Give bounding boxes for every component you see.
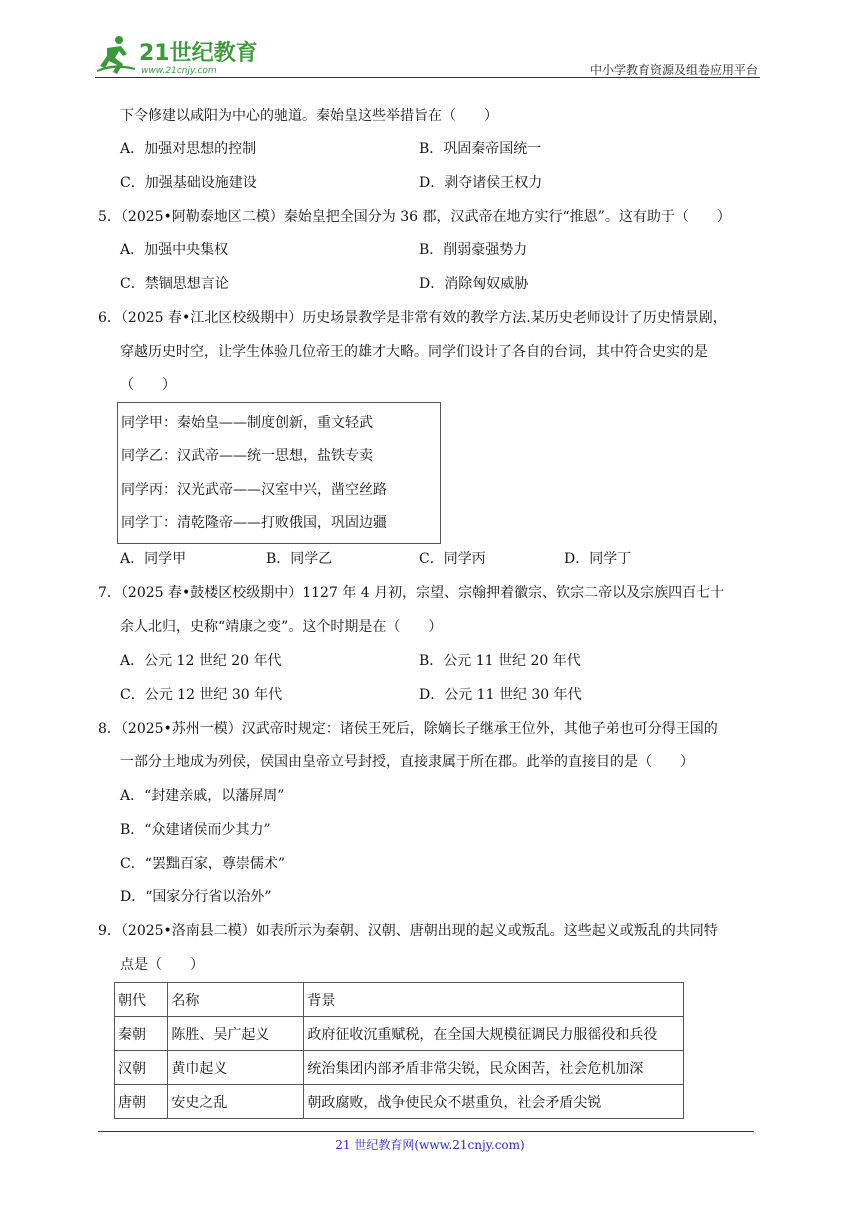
table-header-cell: 朝代 bbox=[115, 983, 168, 1017]
table-cell: 黄巾起义 bbox=[168, 1051, 304, 1085]
dialogue-line: 同学丁：清乾隆帝——打败俄国，巩固边疆 bbox=[121, 515, 387, 531]
option-d: D．剥夺诸侯王权力 bbox=[419, 175, 543, 191]
site-logo bbox=[95, 34, 260, 78]
footer-link[interactable]: 21 世纪教育网(www.21cnjy.com) bbox=[335, 1138, 525, 1152]
q7-option-c: C．公元 12 世纪 30 年代 bbox=[120, 687, 283, 703]
table-header-row bbox=[115, 983, 684, 1017]
q6-dialogue-box bbox=[117, 402, 441, 544]
table-cell: 安史之乱 bbox=[168, 1085, 304, 1119]
table-cell: 朝政腐败，战争使民众不堪重负，社会矛盾尖锐 bbox=[304, 1085, 684, 1119]
question-6-stem-line1: 6．（2025 春•江北区校级期中）历史场景教学是非常有效的教学方法.某历史老师设计了历史情景剧， bbox=[98, 310, 727, 326]
question-5-stem: 5．（2025•阿勒泰地区二模）秦始皇把全国分为 36 郡，汉武帝在地方实行“推恩”。这有助于（ ） bbox=[98, 209, 731, 225]
table-header-cell: 名称 bbox=[168, 983, 304, 1017]
question-9-stem-line1: 9．（2025•洛南县二模）如表所示为秦朝、汉朝、唐朝出现的起义或叛乱。这些起义或叛乱的共同特 bbox=[98, 923, 718, 939]
option-a: A．加强对思想的控制 bbox=[120, 141, 257, 157]
option-b: B．巩固秦帝国统一 bbox=[419, 141, 542, 157]
q7-option-b: B．公元 11 世纪 20 年代 bbox=[419, 653, 581, 669]
q8-option-a: A．“封建亲戚，以藩屏周” bbox=[120, 788, 285, 804]
page-header bbox=[95, 34, 760, 78]
q8-option-c: C．“罢黜百家，尊崇儒术” bbox=[120, 856, 286, 872]
dialogue-line: 同学乙：汉武帝——统一思想，盐铁专卖 bbox=[121, 448, 373, 464]
question-6-stem-line3: （ ） bbox=[120, 377, 176, 393]
svg-text:21世纪教育: 21世纪教育 bbox=[139, 41, 258, 66]
question-6-stem-line2: 穿越历史时空，让学生体验几位帝王的雄才大略。同学们设计了各自的台词，其中符合史实的是 bbox=[120, 344, 708, 360]
header-divider bbox=[95, 77, 760, 78]
table-header-cell: 背景 bbox=[304, 983, 684, 1017]
q5-option-d: D．消除匈奴威胁 bbox=[419, 276, 529, 292]
table-cell: 政府征收沉重赋税，在全国大规模征调民力服徭役和兵役 bbox=[304, 1017, 684, 1051]
platform-name: 中小学教育资源及组卷应用平台 bbox=[589, 63, 758, 77]
q6-option-a: A．同学甲 bbox=[120, 551, 187, 567]
table-row bbox=[115, 1051, 684, 1085]
dialogue-line: 同学甲：秦始皇——制度创新，重文轻武 bbox=[121, 415, 373, 431]
table-cell: 汉朝 bbox=[115, 1051, 168, 1085]
q7-option-a: A．公元 12 世纪 20 年代 bbox=[120, 653, 282, 669]
q8-option-b: B．“众建诸侯而少其力” bbox=[120, 822, 271, 838]
q5-option-c: C．禁锢思想言论 bbox=[120, 276, 229, 292]
q6-option-b: B．同学乙 bbox=[266, 551, 333, 567]
q9-table bbox=[114, 982, 684, 1119]
footer-divider bbox=[98, 1131, 754, 1132]
table-row bbox=[115, 1085, 684, 1119]
question-7-stem-line2: 余人北归，史称“靖康之变”。这个时期是在（ ） bbox=[120, 619, 443, 635]
option-c: C．加强基础设施建设 bbox=[120, 175, 257, 191]
table-cell: 唐朝 bbox=[115, 1085, 168, 1119]
svg-text:www.21cnjy.com: www.21cnjy.com bbox=[141, 66, 217, 76]
table-cell: 秦朝 bbox=[115, 1017, 168, 1051]
q6-option-c: C．同学丙 bbox=[419, 551, 486, 567]
dialogue-line: 同学丙：汉光武帝——汉室中兴，凿空丝路 bbox=[121, 482, 387, 498]
table-row bbox=[115, 1017, 684, 1051]
table-cell: 统治集团内部矛盾非常尖锐，民众困苦，社会危机加深 bbox=[304, 1051, 684, 1085]
question-9-stem-line2: 点是（ ） bbox=[120, 957, 204, 973]
question-7-stem-line1: 7．（2025 春•鼓楼区校级期中）1127 年 4 月初，宗望、宗翰押着徽宗、钦宗二帝以及宗族四百七十 bbox=[98, 585, 725, 601]
q7-option-d: D．公元 11 世纪 30 年代 bbox=[419, 687, 582, 703]
q6-option-d: D．同学丁 bbox=[564, 551, 632, 567]
q5-option-b: B．削弱豪强势力 bbox=[419, 242, 528, 258]
table-cell: 陈胜、吴广起义 bbox=[168, 1017, 304, 1051]
q8-option-d: D．“国家分行省以治外” bbox=[120, 889, 272, 905]
question-8-stem-line2: 一部分土地成为列侯，侯国由皇帝立号封授，直接隶属于所在郡。此举的直接目的是（ ） bbox=[120, 754, 694, 770]
q5-option-a: A．加强中央集权 bbox=[120, 242, 229, 258]
question-stem-tail: 下令修建以咸阳为中心的驰道。秦始皇这些举措旨在（ ） bbox=[120, 108, 498, 124]
question-8-stem-line1: 8．（2025•苏州一模）汉武帝时规定：诸侯王死后，除嫡长子继承王位外，其他子弟也可分得王国的 bbox=[98, 721, 718, 737]
